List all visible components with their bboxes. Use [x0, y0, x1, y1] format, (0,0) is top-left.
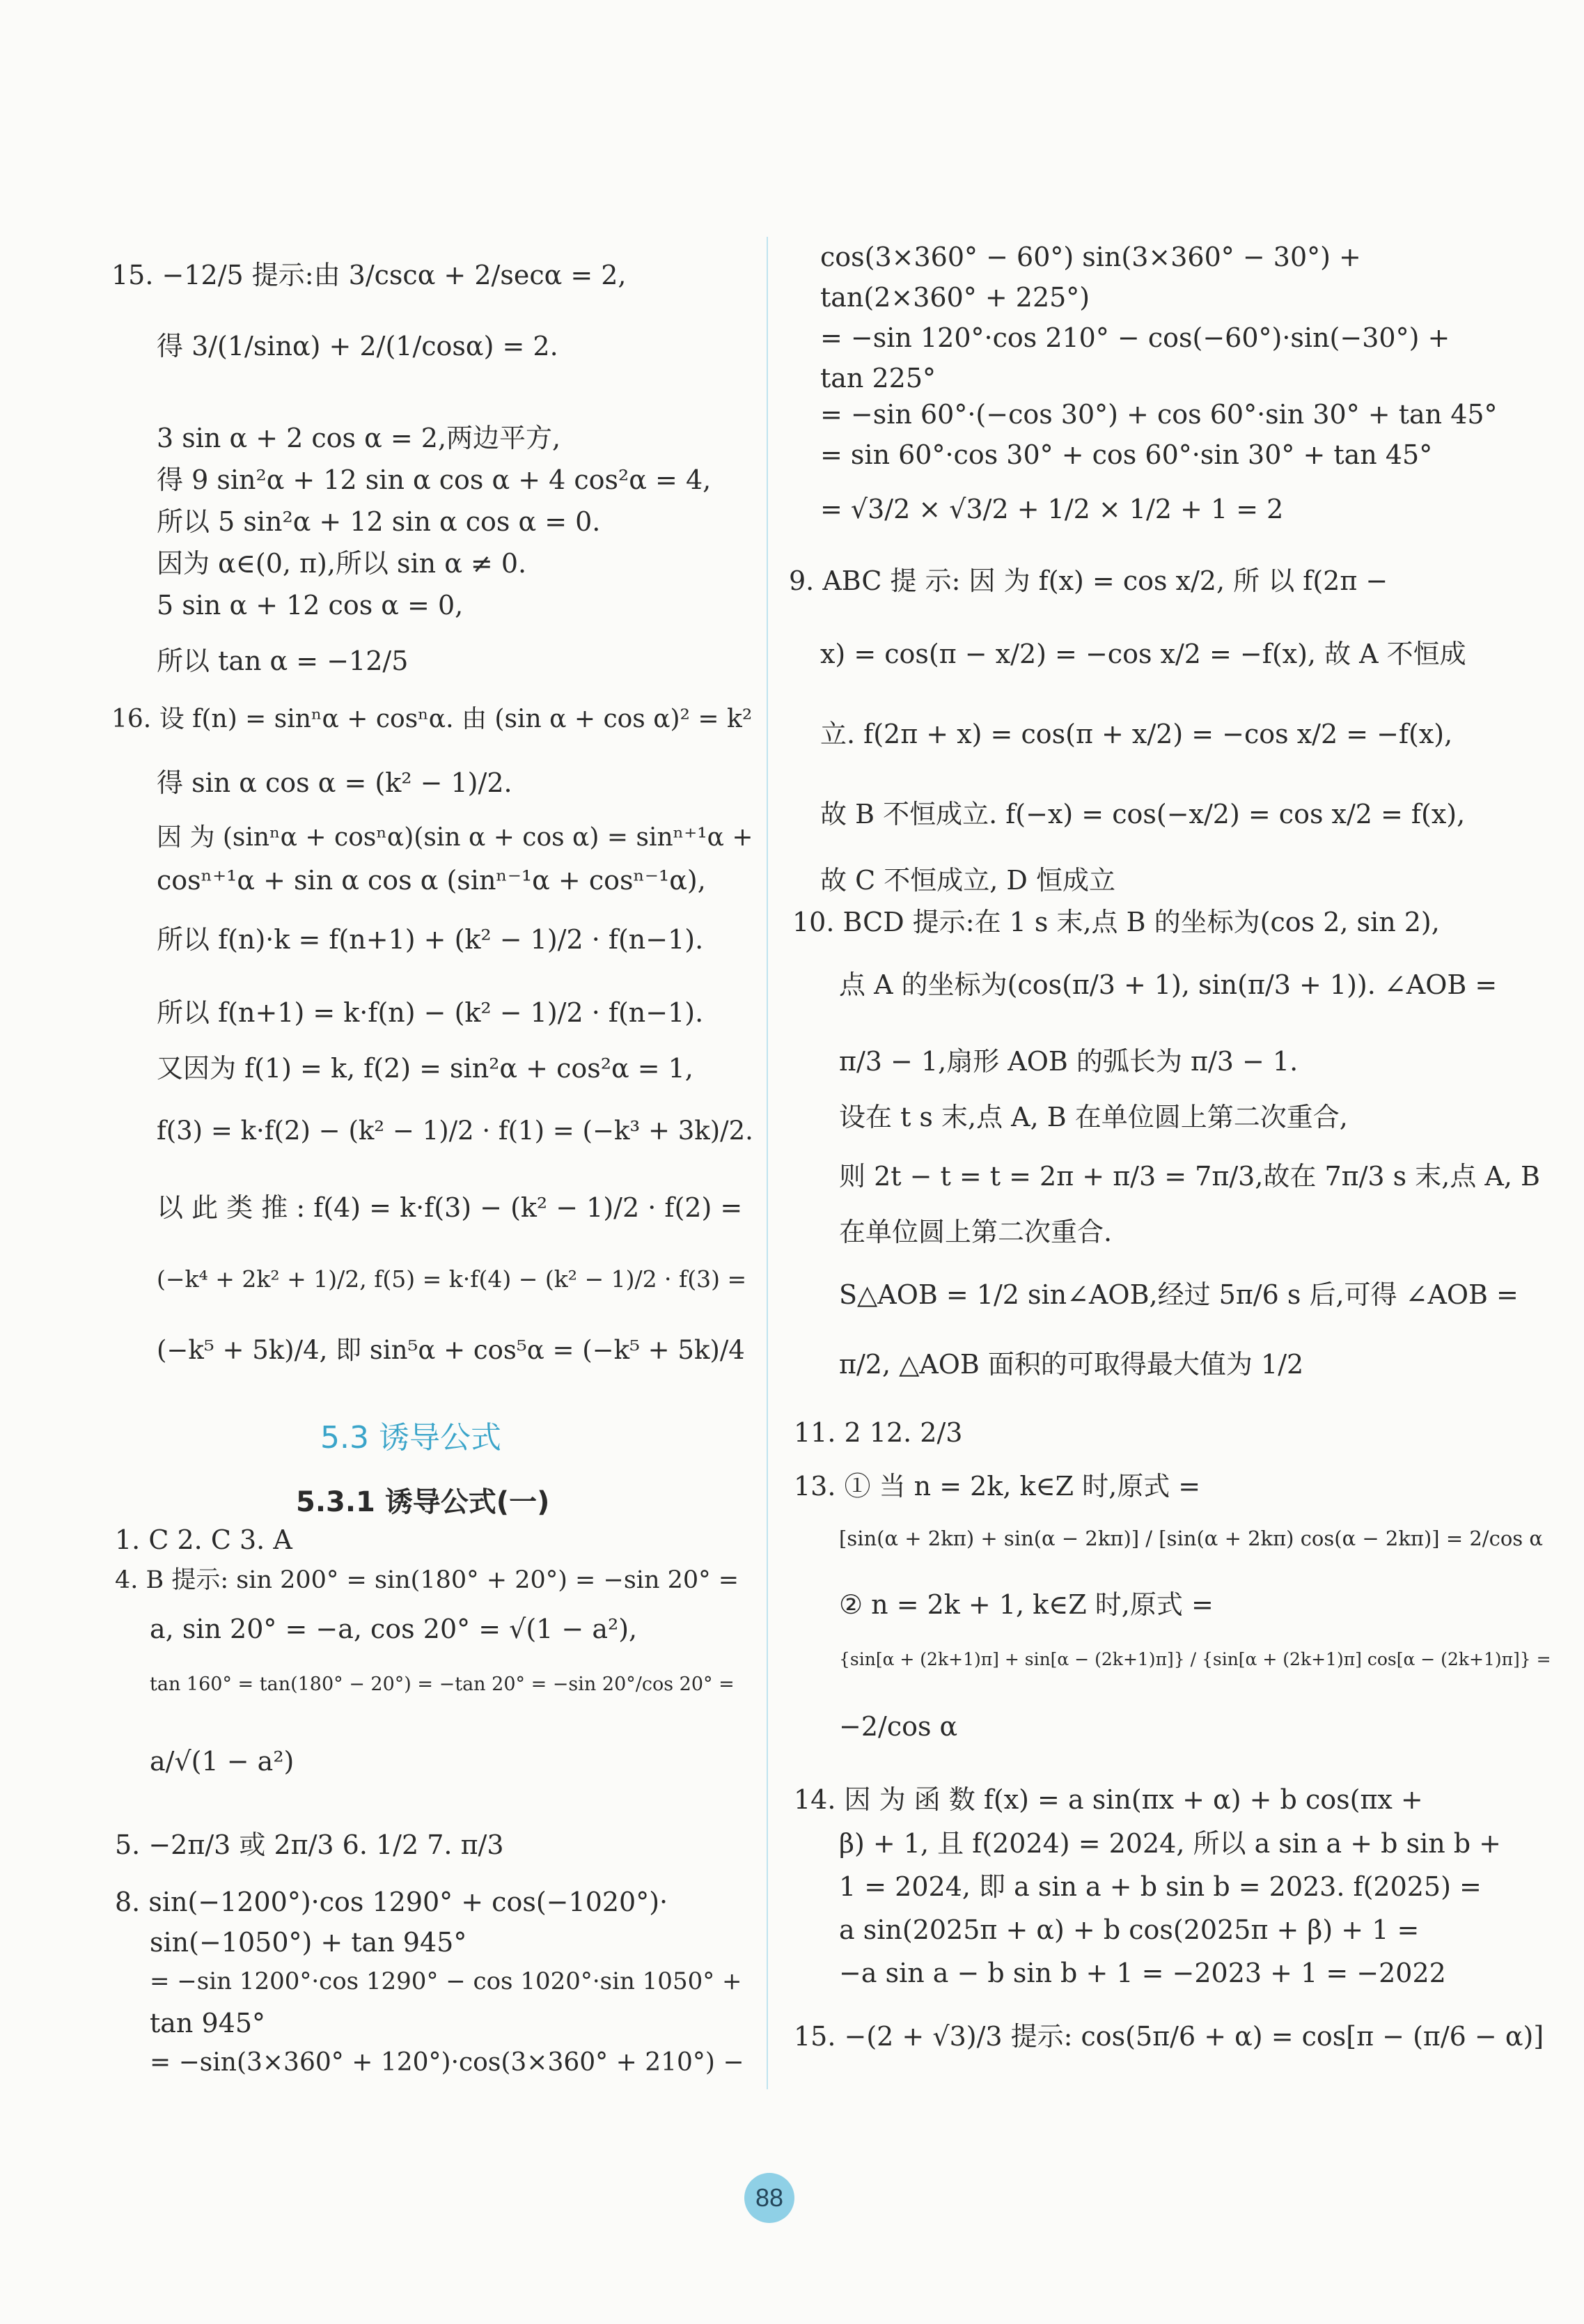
- left-line-22: a, sin 20° = −a, cos 20° = √(1 − a²),: [150, 1614, 638, 1644]
- column-divider: [767, 237, 768, 2089]
- left-line-17: 以 此 类 推 : f(4) = k·f(3) − (k² − 1)/2 · f(2) =: [157, 1192, 743, 1223]
- left-line-29: tan 945°: [150, 2008, 266, 2038]
- right-line-19: S△AOB = 1/2 sin∠AOB,经过 5π/6 s 后,可得 ∠AOB =: [839, 1279, 1519, 1310]
- right-line-16: 设在 t s 末,点 A, B 在单位圆上第二次重合,: [839, 1102, 1348, 1132]
- right-line-26: −2/cos α: [839, 1711, 958, 1742]
- right-line-10: 立. f(2π + x) = cos(π + x/2) = −cos x/2 = −f(x),: [820, 719, 1453, 749]
- right-line-27: 14. 因 为 函 数 f(x) = a sin(πx + α) + b cos(πx +: [794, 1784, 1423, 1815]
- left-line-9: 16. 设 f(n) = sinⁿα + cosⁿα. 由 (sin α + cos α)² = k²: [111, 705, 753, 733]
- right-line-28: β) + 1, 且 f(2024) = 2024, 所以 a sin a + b sin b +: [839, 1828, 1502, 1859]
- right-line-13: 10. BCD 提示:在 1 s 末,点 B 的坐标为(cos 2, sin 2),: [792, 907, 1440, 937]
- page-number: 88: [744, 2173, 794, 2223]
- left-line-8: 所以 tan α = −12/5: [157, 646, 409, 676]
- right-line-22: 13. ① 当 n = 2k, k∈Z 时,原式 =: [794, 1471, 1201, 1502]
- left-line-1: 15. −12/5 提示:由 3/cscα + 2/secα = 2,: [111, 260, 627, 290]
- left-line-27: sin(−1050°) + tan 945°: [150, 1927, 467, 1958]
- right-line-31: −a sin a − b sin b + 1 = −2023 + 1 = −2022: [839, 1958, 1446, 1988]
- right-line-24: ② n = 2k + 1, k∈Z 时,原式 =: [839, 1589, 1214, 1620]
- right-line-18: 在单位圆上第二次重合.: [839, 1217, 1113, 1247]
- left-line-3: 3 sin α + 2 cos α = 2,两边平方,: [157, 423, 561, 453]
- left-line-25: 5. −2π/3 或 2π/3 6. 1/2 7. π/3: [115, 1830, 504, 1860]
- left-line-14: 所以 f(n+1) = k·f(n) − (k² − 1)/2 · f(n−1).: [157, 997, 704, 1028]
- subsection-title: 5.3.1 诱导公式(一): [296, 1486, 550, 1518]
- left-line-19: (−k⁵ + 5k)/4, 即 sin⁵α + cos⁵α = (−k⁵ + 5k)/4: [157, 1335, 745, 1365]
- right-line-7: = √3/2 × √3/2 + 1/2 × 1/2 + 1 = 2: [820, 494, 1284, 524]
- section-title: 5.3 诱导公式: [320, 1420, 501, 1456]
- left-line-6: 因为 α∈(0, π),所以 sin α ≠ 0.: [157, 548, 527, 579]
- right-line-5: = −sin 60°·(−cos 30°) + cos 60°·sin 30° + tan 45°: [820, 399, 1498, 430]
- left-line-13: 所以 f(n)·k = f(n+1) + (k² − 1)/2 · f(n−1).: [157, 924, 704, 955]
- right-line-29: 1 = 2024, 即 a sin a + b sin b = 2023. f(2025) =: [839, 1871, 1482, 1902]
- right-line-32: 15. −(2 + √3)/3 提示: cos(5π/6 + α) = cos[π − (π/6 − α)]: [794, 2021, 1544, 2052]
- right-line-1: cos(3×360° − 60°) sin(3×360° − 30°) +: [820, 242, 1361, 272]
- right-line-21: 11. 2 12. 2/3: [794, 1417, 963, 1448]
- right-line-4: tan 225°: [820, 363, 936, 393]
- right-line-30: a sin(2025π + α) + b cos(2025π + β) + 1 =: [839, 1914, 1420, 1945]
- right-line-23: [sin(α + 2kπ) + sin(α − 2kπ)] / [sin(α + 2kπ) cos(α − 2kπ)] = 2/cos α: [839, 1527, 1543, 1550]
- right-line-25: {sin[α + (2k+1)π] + sin[α − (2k+1)π]} / {sin[α + (2k+1)π] cos[α − (2k+1)π]} =: [839, 1649, 1551, 1669]
- right-line-20: π/2, △AOB 面积的可取得最大值为 1/2: [839, 1349, 1304, 1380]
- left-line-5: 所以 5 sin²α + 12 sin α cos α = 0.: [157, 506, 601, 537]
- left-line-7: 5 sin α + 12 cos α = 0,: [157, 590, 464, 621]
- right-line-14: 点 A 的坐标为(cos(π/3 + 1), sin(π/3 + 1)). ∠AOB =: [839, 969, 1498, 1000]
- left-line-4: 得 9 sin²α + 12 sin α cos α + 4 cos²α = 4,: [157, 465, 712, 495]
- right-line-9: x) = cos(π − x/2) = −cos x/2 = −f(x), 故 A 不恒成: [820, 639, 1466, 669]
- left-line-26: 8. sin(−1200°)·cos 1290° + cos(−1020°)·: [115, 1887, 668, 1917]
- right-line-11: 故 B 不恒成立. f(−x) = cos(−x/2) = cos x/2 = f(x),: [820, 799, 1466, 829]
- left-line-28: = −sin 1200°·cos 1290° − cos 1020°·sin 1050° +: [150, 1967, 742, 1995]
- left-line-11: 因 为 (sinⁿα + cosⁿα)(sin α + cos α) = sinⁿ⁺¹α +: [157, 823, 753, 852]
- left-line-12: cosⁿ⁺¹α + sin α cos α (sinⁿ⁻¹α + cosⁿ⁻¹α),: [157, 865, 706, 896]
- right-line-3: = −sin 120°·cos 210° − cos(−60°)·sin(−30°) +: [820, 322, 1450, 353]
- left-line-2: 得 3/(1/sinα) + 2/(1/cosα) = 2.: [157, 331, 558, 361]
- left-line-16: f(3) = k·f(2) − (k² − 1)/2 · f(1) = (−k³ + 3k)/2.: [157, 1116, 753, 1146]
- left-line-24: a/√(1 − a²): [150, 1746, 295, 1777]
- left-line-21: 4. B 提示: sin 200° = sin(180° + 20°) = −sin 20° =: [115, 1566, 739, 1594]
- right-line-8: 9. ABC 提 示: 因 为 f(x) = cos x/2, 所 以 f(2π −: [789, 566, 1388, 596]
- right-line-15: π/3 − 1,扇形 AOB 的弧长为 π/3 − 1.: [839, 1046, 1299, 1077]
- right-line-12: 故 C 不恒成立, D 恒成立: [820, 865, 1115, 896]
- left-line-15: 又因为 f(1) = k, f(2) = sin²α + cos²α = 1,: [157, 1053, 693, 1084]
- left-line-23: tan 160° = tan(180° − 20°) = −tan 20° = −sin 20°/cos 20° =: [150, 1674, 735, 1695]
- left-line-18: (−k⁴ + 2k² + 1)/2, f(5) = k·f(4) − (k² − 1)/2 · f(3) =: [157, 1265, 747, 1293]
- left-line-20: 1. C 2. C 3. A: [115, 1524, 292, 1555]
- right-line-6: = sin 60°·cos 30° + cos 60°·sin 30° + tan 45°: [820, 439, 1433, 470]
- left-line-10: 得 sin α cos α = (k² − 1)/2.: [157, 767, 512, 798]
- right-line-2: tan(2×360° + 225°): [820, 282, 1090, 313]
- left-line-30: = −sin(3×360° + 120°)·cos(3×360° + 210°) −: [150, 2048, 744, 2077]
- right-line-17: 则 2t − t = t = 2π + π/3 = 7π/3,故在 7π/3 s 末,点 A, B: [839, 1161, 1540, 1192]
